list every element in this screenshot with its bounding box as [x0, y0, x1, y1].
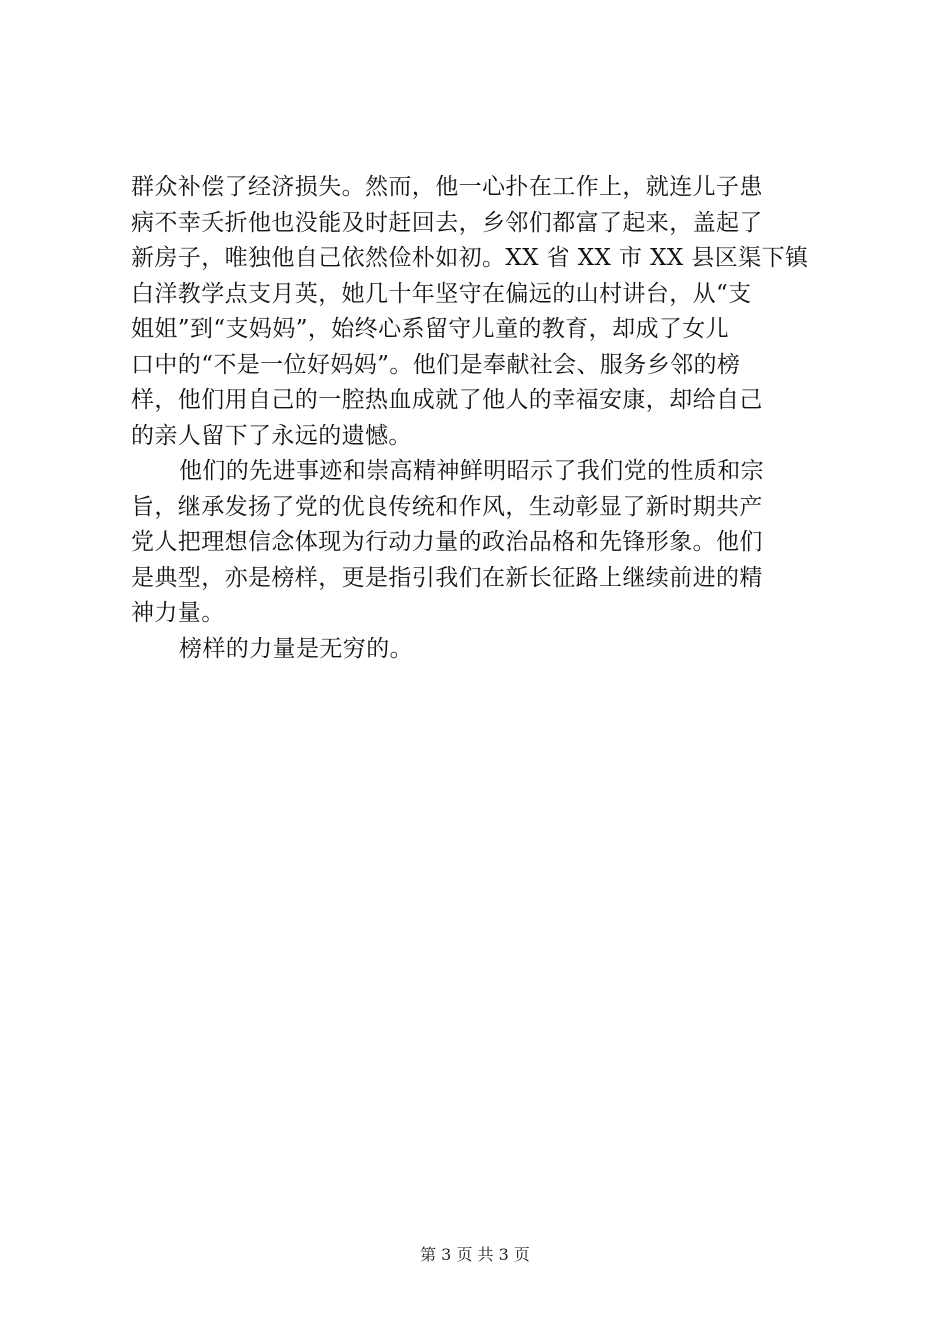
text-line: 群众补偿了经济损失。然而，他一心扑在工作上，就连儿子患: [131, 174, 763, 200]
paragraph-first-line: 榜样的力量是无穷的。: [179, 635, 413, 662]
text-line: 是典型，亦是榜样，更是指引我们在新长征路上继续前进的精: [131, 564, 763, 591]
text-line: 的亲人留下了永远的遗憾。: [131, 422, 412, 449]
text-line: 口中的“不是一位好妈妈”。他们是奉献社会、服务乡邻的榜: [131, 351, 741, 378]
text-line: 神力量。: [131, 600, 225, 626]
document-body: [131, 170, 821, 667]
text-line: 样，他们用自己的一腔热血成就了他人的幸福安康，却给自己: [131, 387, 763, 413]
paragraph-first-line: 他们的先进事迹和崇高精神鲜明昭示了我们党的性质和宗: [179, 458, 764, 484]
page-footer: 第 3 页 共 3 页: [420, 1245, 530, 1264]
text-line: 旨，继承发扬了党的优良传统和作风，生动彰显了新时期共产: [131, 493, 763, 520]
text-line: 党人把理想信念体现为行动力量的政治品格和先锋形象。他们: [131, 529, 763, 555]
text-line: 白洋教学点支月英，她几十年坚守在偏远的山村讲台，从“支: [131, 280, 752, 307]
text-line: 新房子，唯独他自己依然俭朴如初。XX 省 XX 市 XX 县区渠下镇: [131, 245, 809, 271]
text-line: 病不幸夭折他也没能及时赶回去，乡邻们都富了起来，盖起了: [131, 209, 763, 236]
text-line: 姐姐”到“支妈妈”，始终心系留守儿童的教育，却成了女儿: [131, 316, 730, 342]
